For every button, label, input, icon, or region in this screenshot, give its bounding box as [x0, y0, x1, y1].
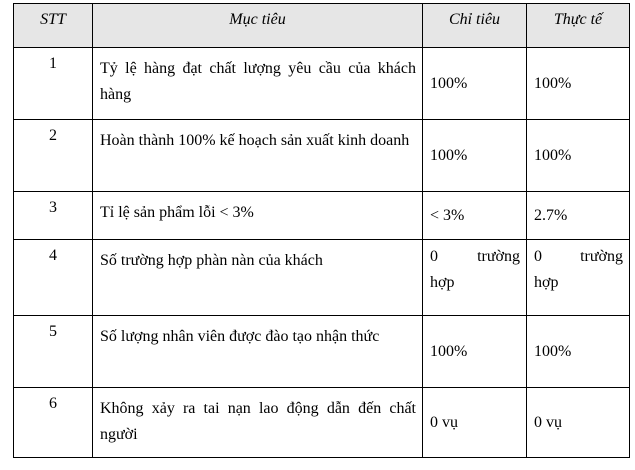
row-target: Số trường hợp phàn nàn của khách — [93, 240, 423, 316]
row-stt: 3 — [14, 192, 93, 240]
row-actual: 100% — [527, 48, 630, 120]
actual-number: 0 — [534, 248, 542, 265]
goal-line-1 — [430, 244, 520, 270]
goal-word: trường — [477, 248, 520, 265]
row-target: Tỷ lệ hàng đạt chất lượng yêu cầu của khách hàng — [93, 48, 423, 120]
row-goal: 0 vụ — [423, 388, 527, 458]
goal-number: 0 — [430, 248, 438, 265]
row-goal: 100% — [423, 120, 527, 192]
row-actual — [527, 240, 630, 316]
header-actual: Thực tế — [527, 4, 630, 48]
row-stt: 5 — [14, 316, 93, 388]
row-target: Không xảy ra tai nạn lao động dẫn đến chất người — [93, 388, 423, 458]
row-stt: 4 — [14, 240, 93, 316]
row-stt: 6 — [14, 388, 93, 458]
table-row — [14, 388, 630, 458]
row-actual: 100% — [527, 120, 630, 192]
row-actual: 100% — [527, 316, 630, 388]
table-row — [14, 48, 630, 120]
actual-line-2: hợp — [534, 274, 559, 291]
row-actual: 2.7% — [527, 192, 630, 240]
header-target: Mục tiêu — [93, 4, 423, 48]
row-goal: 100% — [423, 48, 527, 120]
row-goal — [423, 240, 527, 316]
actual-word: trường — [580, 248, 623, 265]
row-target: Tỉ lệ sản phẩm lỗi < 3% — [93, 192, 423, 240]
table-row — [14, 240, 630, 316]
table-header-row — [14, 4, 630, 48]
table-row — [14, 316, 630, 388]
goals-table — [13, 3, 630, 458]
row-target: Số lượng nhân viên được đào tạo nhận thức — [93, 316, 423, 388]
row-stt: 1 — [14, 48, 93, 120]
goal-line-2: hợp — [430, 274, 455, 291]
header-goal: Chỉ tiêu — [423, 4, 527, 48]
row-actual: 0 vụ — [527, 388, 630, 458]
row-target: Hoàn thành 100% kế hoạch sản xuất kinh doanh — [93, 120, 423, 192]
actual-line-1 — [534, 244, 623, 270]
table-row — [14, 192, 630, 240]
row-goal: < 3% — [423, 192, 527, 240]
table-row — [14, 120, 630, 192]
row-goal: 100% — [423, 316, 527, 388]
row-stt: 2 — [14, 120, 93, 192]
header-stt: STT — [14, 4, 93, 48]
